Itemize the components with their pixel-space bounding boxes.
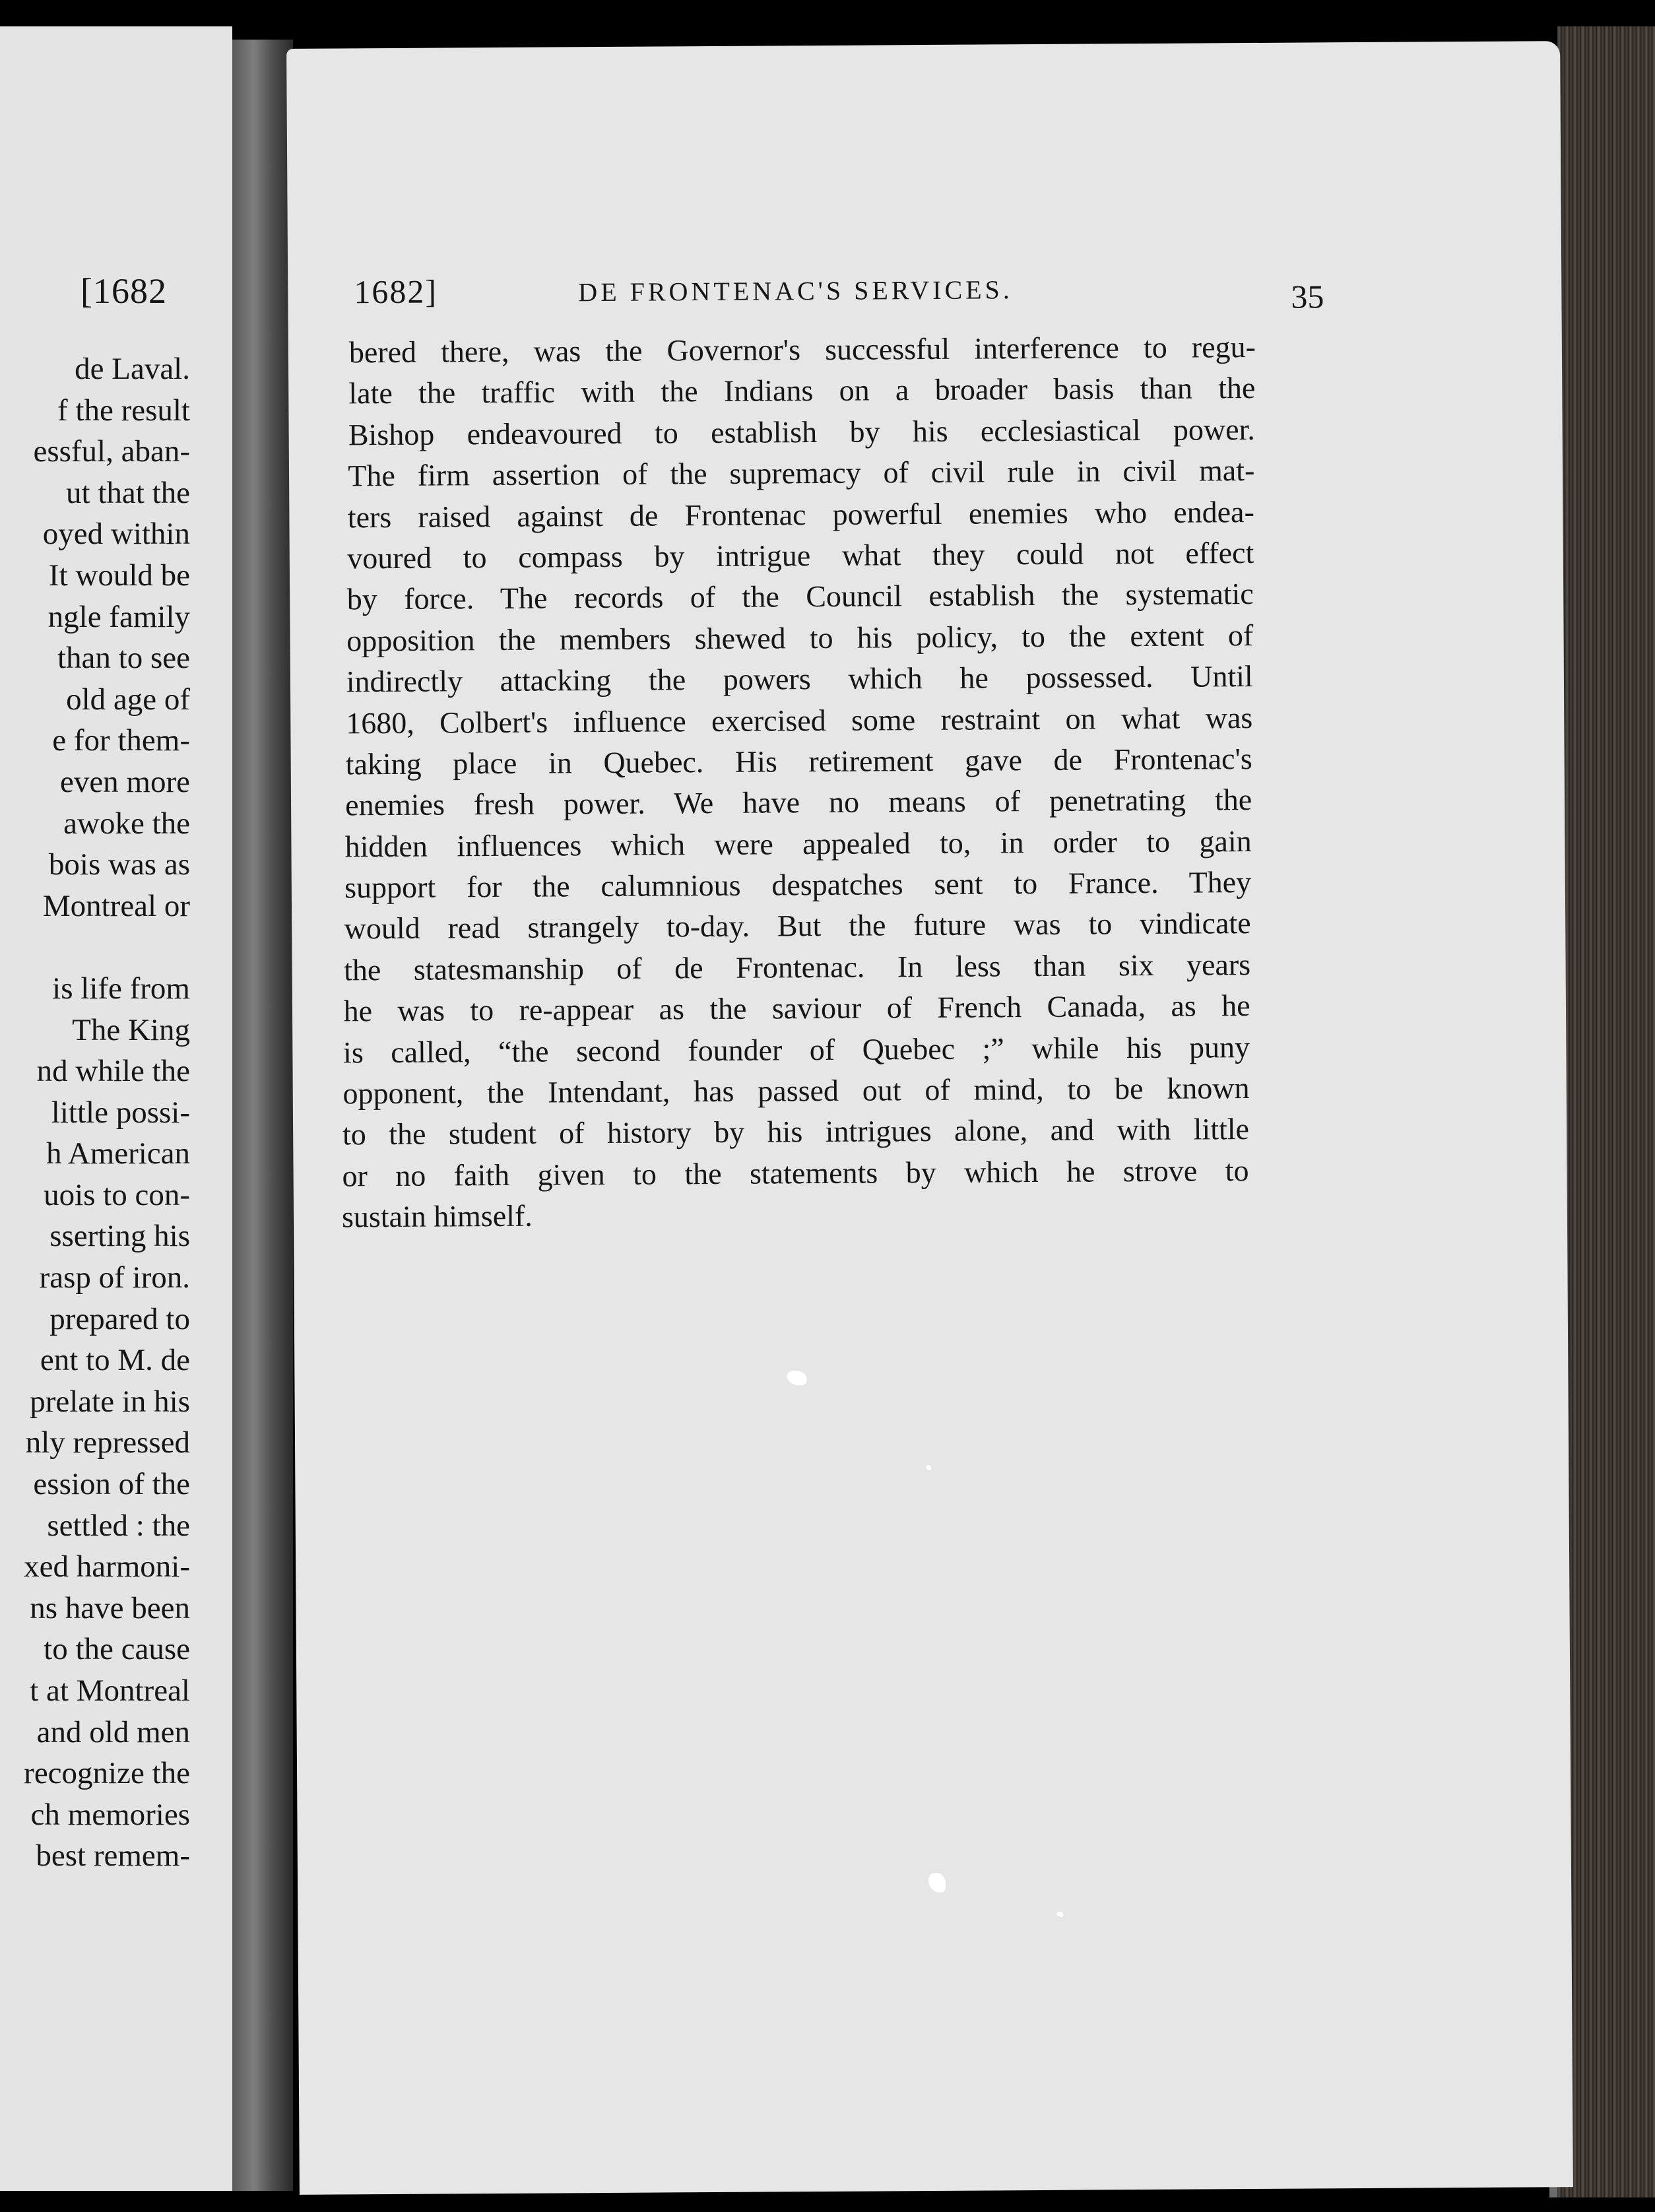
body-line: enemies fresh power. We have no means of penetrating the — [345, 783, 1252, 822]
previous-page-line: Montreal or — [42, 888, 190, 923]
previous-page-line: The King — [72, 1012, 190, 1047]
previous-page-line: awoke the — [63, 806, 190, 841]
previous-page-line: ession of the — [33, 1467, 190, 1502]
previous-page-line: nly repressed — [25, 1425, 190, 1460]
body-line: The firm assertion of the supremacy of civil rule in civil mat- — [348, 453, 1255, 493]
previous-page-line: f the result — [57, 393, 190, 428]
previous-page-line: recognize the — [24, 1756, 190, 1791]
previous-page-line: ngle family — [48, 599, 190, 634]
body-line: the statesmanship of de Frontenac. In less than six years — [343, 947, 1251, 987]
book-gutter — [232, 40, 293, 2191]
body-line: by force. The records of the Council establish the systematic — [346, 577, 1254, 616]
running-head — [354, 267, 1363, 325]
paper-speck — [787, 1371, 806, 1385]
body-line: to the student of history by his intrigues alone, and with little — [342, 1112, 1250, 1152]
previous-page-line: prelate in his — [30, 1384, 190, 1419]
previous-page-line: bois was as — [48, 847, 190, 882]
body-line: hidden influences which were appealed to, in order to gain — [344, 824, 1252, 864]
previous-page-line: is life from — [52, 971, 190, 1006]
previous-page-line: xed harmoni- — [24, 1549, 190, 1584]
previous-page-line: prepared to — [49, 1301, 190, 1336]
previous-page-line: sserting his — [49, 1219, 190, 1254]
running-head-year: 1682] — [354, 273, 438, 311]
book-fore-edge — [1557, 26, 1655, 2197]
previous-page-text — [0, 348, 190, 1877]
previous-page-line: rasp of iron. — [39, 1260, 190, 1295]
body-line: would read strangely to-day. But the future was to vindicate — [344, 906, 1251, 946]
previous-page-strip — [0, 26, 232, 2191]
previous-page-line: uois to con- — [44, 1177, 190, 1212]
previous-page-line: e for them- — [52, 723, 190, 758]
body-line: he was to re-appear as the saviour of French Canada, as he — [343, 989, 1250, 1028]
paper-speck — [928, 1873, 946, 1893]
previous-page-line: than to see — [57, 641, 190, 676]
body-line: opponent, the Intendant, has passed out of mind, to be known — [342, 1071, 1250, 1111]
previous-page-line: settled : the — [47, 1508, 190, 1543]
body-line: bered there, was the Governor's successful interference to regu- — [348, 329, 1256, 370]
previous-page-line: nd while the — [36, 1054, 190, 1089]
running-head-title: DE FRONTENAC'S SERVICES. — [578, 275, 1013, 308]
previous-page-line: t at Montreal — [30, 1674, 190, 1708]
body-line: Bishop endeavoured to establish by his ecclesiastical power. — [348, 412, 1255, 452]
body-line: or no faith given to the statements by which he strove to — [342, 1153, 1249, 1193]
previous-page-line: h American — [46, 1136, 190, 1171]
previous-page-line: old age of — [66, 682, 190, 717]
current-page — [286, 41, 1573, 2195]
paper-speck — [926, 1465, 931, 1470]
body-line: ters raised against de Frontenac powerful enemies who endea- — [347, 494, 1254, 534]
paper-speck — [1056, 1912, 1063, 1917]
body-text — [341, 327, 1261, 1238]
body-line: sustain himself. — [341, 1198, 533, 1234]
previous-page-line: ns have been — [30, 1590, 190, 1625]
previous-page-line: best remem- — [36, 1838, 190, 1873]
previous-page-line: ent to M. de — [40, 1343, 190, 1378]
previous-page-line: essful, aban- — [33, 434, 190, 469]
page-number: 35 — [1291, 278, 1324, 315]
previous-page-line: de Laval. — [75, 352, 190, 386]
body-line: opposition the members shewed to his policy, to the extent of — [346, 618, 1254, 658]
previous-page-line: to the cause — [44, 1632, 190, 1667]
previous-page-line — [0, 927, 190, 968]
body-line: voured to compass by intrigue what they could not effect — [347, 535, 1254, 575]
previous-page-line: even more — [59, 764, 190, 799]
previous-page-line: ut that the — [66, 475, 190, 510]
body-line: late the traffic with the Indians on a broader basis than the — [348, 371, 1256, 410]
previous-page-line: and old men — [36, 1714, 190, 1749]
body-line: 1680, Colbert's influence exercised some restraint on what was — [346, 700, 1253, 740]
previous-page-line: oyed within — [42, 517, 190, 552]
previous-page-line: It would be — [48, 558, 190, 593]
previous-page-running-head: [1682 — [81, 271, 167, 311]
body-line: taking place in Quebec. His retirement gave de Frontenac's — [345, 741, 1252, 781]
body-line: indirectly attacking the powers which he possessed. Until — [346, 659, 1253, 699]
previous-page-line: ch memories — [30, 1797, 190, 1832]
previous-page-line: little possi- — [51, 1095, 190, 1130]
body-line: support for the calumnious despatches sent to France. They — [344, 865, 1252, 905]
body-line: is called, “the second founder of Quebec ;” while his puny — [342, 1029, 1250, 1070]
